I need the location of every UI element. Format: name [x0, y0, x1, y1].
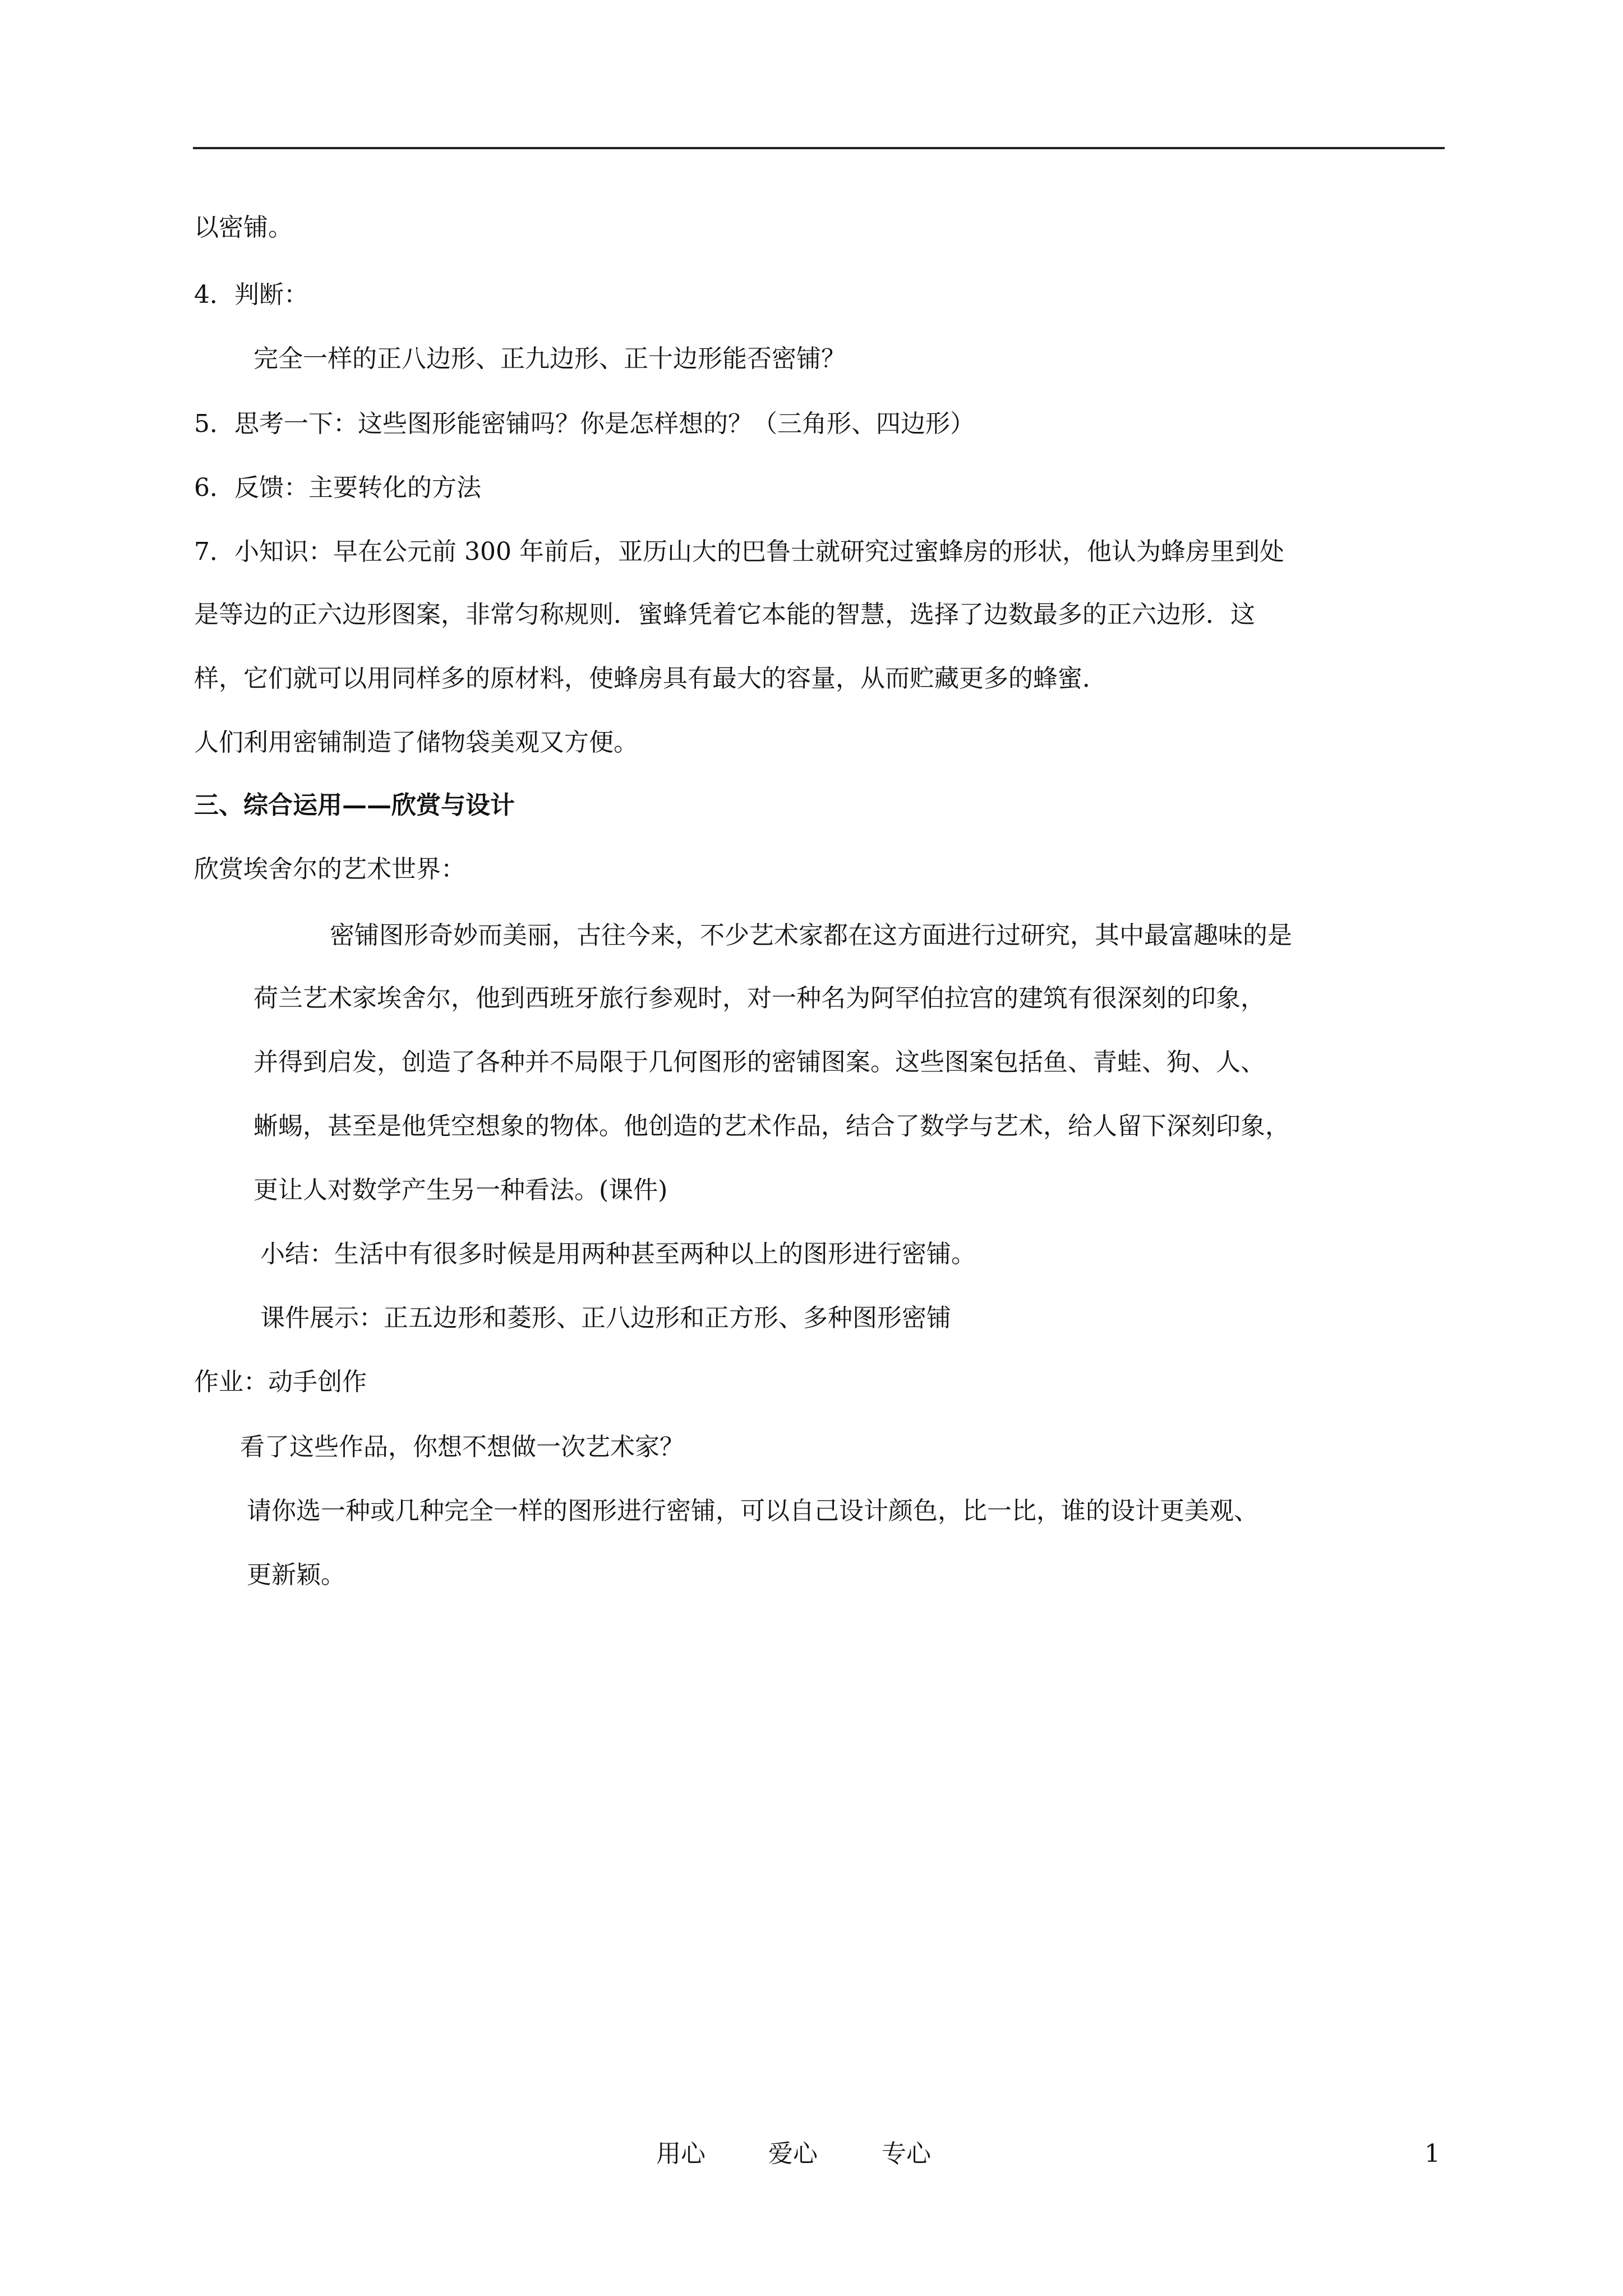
page-number: 1 — [1424, 2139, 1440, 2168]
text-line: 完全一样的正八边形、正九边形、正十边形能否密铺？ — [253, 344, 846, 373]
text-line: 密铺图形奇妙而美丽，古往今来，不少艺术家都在这方面进行过研究，其中最富趣味的是 — [330, 921, 1292, 950]
footer-motto: 爱心 — [768, 2139, 818, 2168]
text-line: 更让人对数学产生另一种看法。(课件) — [253, 1176, 668, 1204]
text-line: 课件展示：正五边形和菱形、正八边形和正方形、多种图形密铺 — [260, 1304, 951, 1332]
text-line: 人们利用密铺制造了储物袋美观又方便。 — [194, 728, 638, 757]
text-line: 更新颖。 — [247, 1561, 345, 1589]
text-line: 请你选一种或几种完全一样的图形进行密铺，可以自己设计颜色，比一比，谁的设计更美观、 — [247, 1497, 1258, 1525]
text-line: 看了这些作品，你想不想做一次艺术家？ — [240, 1433, 684, 1461]
footer-motto: 专心 — [882, 2139, 931, 2168]
text-line: 蜥蜴，甚至是他凭空想象的物体。他创造的艺术作品，结合了数学与艺术，给人留下深刻印象， — [253, 1112, 1290, 1140]
section-heading: 三、综合运用——欣赏与设计 — [194, 791, 515, 820]
text-line: 作业：动手创作 — [194, 1368, 367, 1396]
text-line: 荷兰艺术家埃舍尔，他到西班牙旅行参观时，对一种名为阿罕伯拉宫的建筑有很深刻的印象， — [253, 984, 1265, 1013]
text-line: 4．判断： — [194, 280, 308, 309]
text-line: 小结：生活中有很多时候是用两种甚至两种以上的图形进行密铺。 — [260, 1240, 976, 1268]
footer-motto: 用心 — [656, 2139, 706, 2168]
text-line: 欣赏埃舍尔的艺术世界： — [194, 855, 465, 884]
text-line: 6．反馈：主要转化的方法 — [194, 473, 481, 502]
text-line: 7．小知识：早在公元前 300 年前后，亚历山大的巴鲁士就研究过蜜蜂房的形状，他认为蜂房里到处 — [194, 537, 1284, 566]
text-line: 5．思考一下：这些图形能密铺吗？你是怎样想的？（三角形、四边形） — [194, 409, 975, 438]
header-rule — [193, 147, 1445, 149]
text-line: 是等边的正六边形图案，非常匀称规则．蜜蜂凭着它本能的智慧，选择了边数最多的正六边形．这 — [194, 600, 1255, 629]
text-line: 并得到启发，创造了各种并不局限于几何图形的密铺图案。这些图案包括鱼、青蛙、狗、人、 — [253, 1048, 1265, 1076]
text-line: 以密铺。 — [194, 213, 293, 242]
text-line: 样，它们就可以用同样多的原材料，使蜂房具有最大的容量，从而贮藏更多的蜂蜜． — [194, 664, 1107, 693]
